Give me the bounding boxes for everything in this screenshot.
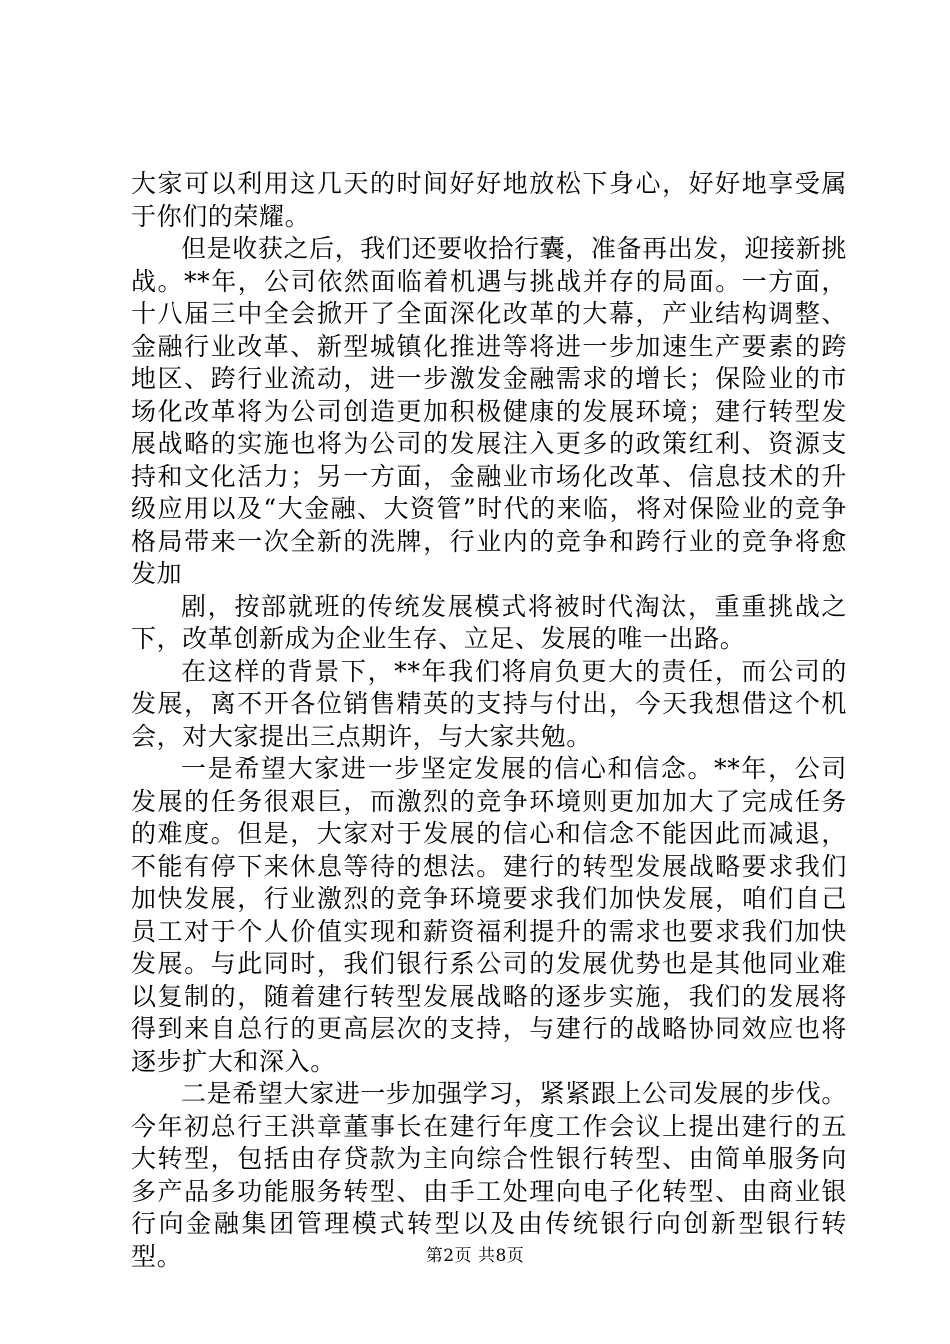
paragraph-2: 但是收获之后，我们还要收拾行囊，准备再出发，迎接新挑战。**年，公司依然面临着机遇与挑战并存的局面。一方面，十八届三中全会掀开了全面深化改革的大幕，产业结构调整、金融行业改革、新型城镇化推进等将进一步加速生产要素的跨地区、跨行业流动，进一步激发金融需求的增长；保险业的市场化改革将为公司创造更加积极健康的发展环境；建行转型发展战略的实施也将为公司的发展注入更多的政策红利、资源支持和文化活力；另一方面，金融业市场化改革、信息技术的升级应用以及“大金融、大资管”时代的来临，将对保险业的竞争格局带来一次全新的洗牌，行业内的竞争和跨行业的竞争将愈发加: [131, 234, 847, 588]
paragraph-5: 一是希望大家进一步坚定发展的信心和信念。**年，公司发展的任务很艰巨，而激烈的竞争环境则更加加大了完成任务的难度。但是，大家对于发展的信心和信念不能因此而减退，不能有停下来休息等待的想法。建行的转型发展战略要求我们加快发展，行业激烈的竞争环境要求我们加快发展，咱们自己员工对于个人价值实现和薪资福利提升的需求也要求我们加快发展。与此同时，我们银行系公司的发展优势也是其他同业难以复制的，随着建行转型发展战略的逐步实施，我们的发展将得到来自总行的更高层次的支持，与建行的战略协同效应也将逐步扩大和深入。: [131, 754, 847, 1076]
paragraph-6: 二是希望大家进一步加强学习，紧紧跟上公司发展的步伐。今年初总行王洪章董事长在建行年度工作会议上提出建行的五大转型，包括由存贷款为主向综合性银行转型、由简单服务向多产品多功能服务转型、由手工处理向电子化转型、由商业银行向金融集团管理模式转型以及由传统银行向创新型银行转型。: [131, 1079, 847, 1271]
paragraph-3: 剧，按部就班的传统发展模式将被时代淘汰，重重挑战之下，改革创新成为企业生存、立足、发展的唯一出路。: [131, 591, 847, 653]
paragraph-4: 在这样的背景下，**年我们将肩负更大的责任，而公司的发展，离不开各位销售精英的支持与付出，今天我想借这个机会，对大家提出三点期许，与大家共勉。: [131, 656, 847, 751]
page-footer: 第2页 共8页: [425, 1246, 525, 1266]
paragraph-1: 大家可以利用这几天的时间好好地放松下身心，好好地享受属于你们的荣耀。: [131, 169, 847, 231]
document-body: [131, 168, 847, 1273]
